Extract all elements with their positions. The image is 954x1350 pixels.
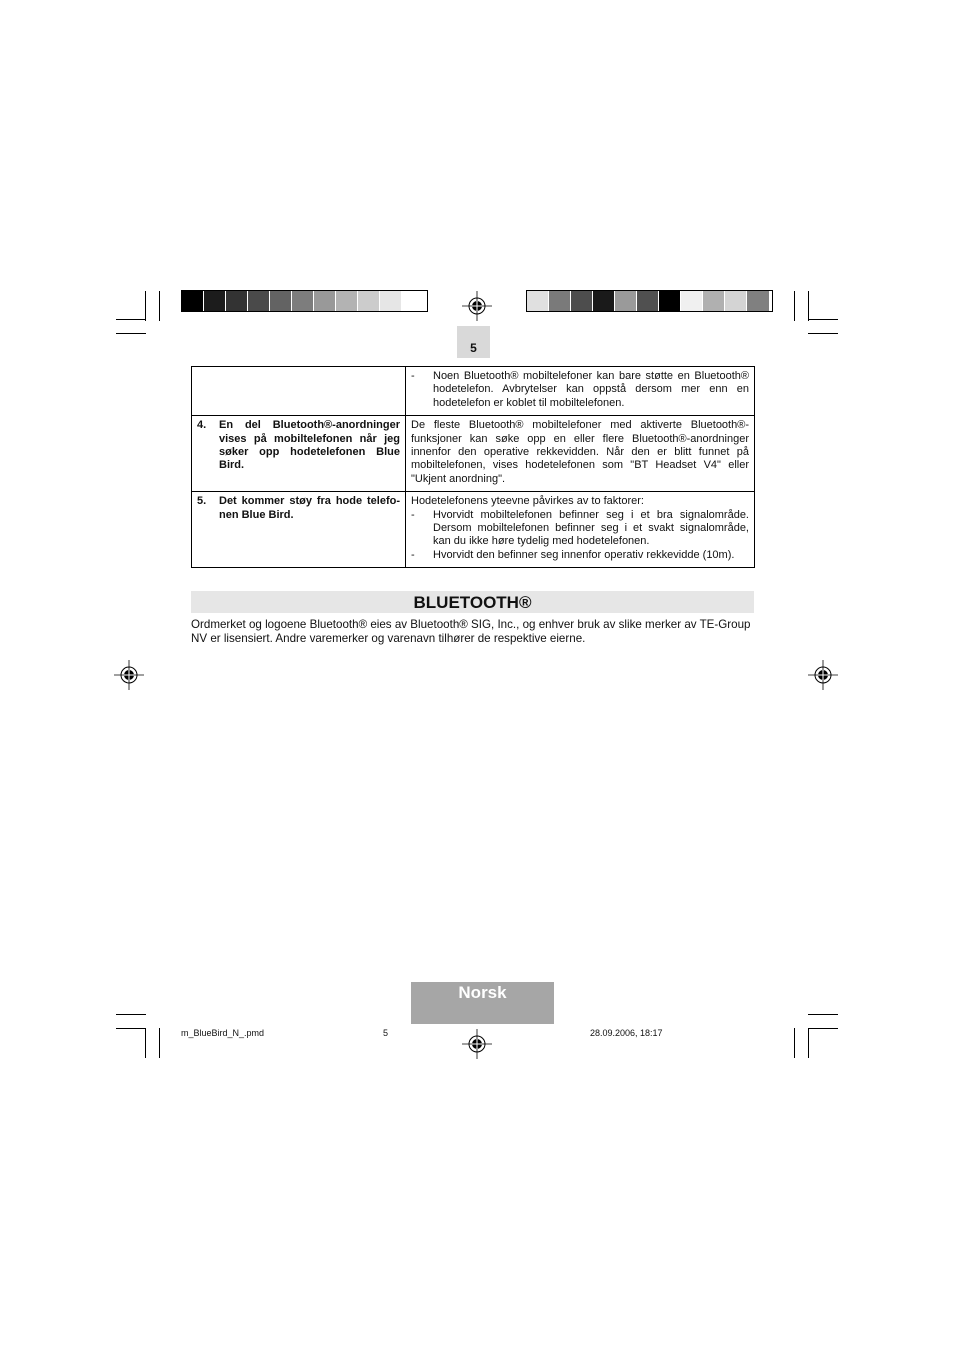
answer-cell <box>406 416 755 492</box>
color-swatch <box>549 291 571 311</box>
question-text: Det kommer støy fra hode telefo-nen Blue Bird. <box>219 495 400 521</box>
question-text: En del Bluetooth®-anordninger vises på mobiltelefonen når jeg søker opp hodetelefonen Blue Bird. <box>219 419 400 472</box>
crop-mark <box>808 319 838 320</box>
question-number: 4. <box>197 419 207 432</box>
color-swatch <box>637 291 659 311</box>
crop-mark <box>808 1028 838 1029</box>
crop-mark <box>159 291 160 321</box>
color-swatch <box>248 291 270 311</box>
crop-mark <box>794 1028 795 1058</box>
list-item <box>411 509 749 549</box>
crop-mark <box>116 319 146 320</box>
color-swatch <box>292 291 314 311</box>
crop-mark <box>116 1028 146 1029</box>
color-swatch <box>358 291 380 311</box>
crop-mark <box>145 1028 146 1058</box>
bullet-text: Hvorvidt mobiltelefonen befinner seg i et bra signalområde. Dersom mobiltelefonen befinner seg i et svakt signalområde, kan du ikke høre tydelig med hodetelefonen. <box>433 508 749 548</box>
color-swatch <box>703 291 725 311</box>
color-swatch <box>380 291 402 311</box>
question-cell <box>192 492 406 568</box>
crop-mark <box>116 333 146 334</box>
color-swatch <box>314 291 336 311</box>
color-swatch <box>615 291 637 311</box>
crop-mark <box>116 1014 146 1015</box>
bullet-text: Noen Bluetooth® mobiltelefoner kan bare støtte en Bluetooth® hodetelefon. Avbrytelser kan oppstå dersom mer enn en hodetelefon er koblet til mobiltelefonen. <box>433 370 749 409</box>
color-swatch <box>270 291 292 311</box>
answer-cell <box>406 492 755 568</box>
crop-mark <box>145 291 146 321</box>
color-swatch <box>593 291 615 311</box>
footer-filename: m_BlueBird_N_.pmd <box>181 1028 265 1038</box>
color-calibration-bar-right <box>526 290 773 312</box>
table-row <box>192 416 755 492</box>
footer-timestamp: 28.09.2006, 18:17 <box>590 1028 663 1038</box>
table-row <box>192 367 755 416</box>
table-row <box>192 492 755 568</box>
list-item <box>411 370 749 410</box>
crop-mark <box>808 291 809 321</box>
color-swatch <box>681 291 703 311</box>
troubleshooting-table <box>191 366 755 568</box>
answer-text: De fleste Bluetooth® mobiltelefoner med aktiverte Bluetooth®-funksjoner kan søke opp en eller flere Bluetooth®-anordninger innenfor den operative rekkevidden. Når den er blitt funnet på mobiltelefonen, vises hodetelefonen som "BT Headset V4" eller "Ukjent anordning". <box>411 419 749 485</box>
color-swatch <box>659 291 681 311</box>
crop-mark <box>808 1028 809 1058</box>
page-number: 5 <box>457 326 490 358</box>
bullet-dash: - <box>411 370 415 382</box>
question-cell <box>192 367 406 416</box>
registration-mark-icon <box>462 291 492 321</box>
color-swatch <box>747 291 769 311</box>
language-tab: Norsk <box>411 982 554 1024</box>
color-swatch <box>336 291 358 311</box>
crop-mark <box>794 291 795 321</box>
crop-mark <box>808 333 838 334</box>
footer-page: 5 <box>383 1028 389 1038</box>
registration-mark-icon <box>808 660 838 690</box>
color-swatch <box>571 291 593 311</box>
bullet-text: Hvorvidt den befinner seg innenfor operativ rekkevidde (10m). <box>433 548 735 561</box>
question-cell <box>192 416 406 492</box>
list-item <box>411 549 749 562</box>
registration-mark-icon <box>114 660 144 690</box>
section-heading: BLUETOOTH® <box>191 591 754 613</box>
answer-intro: Hodetelefonens yteevne påvirkes av to faktorer: <box>411 495 644 508</box>
bullet-dash: - <box>411 508 415 521</box>
question-number: 5. <box>197 495 207 508</box>
color-calibration-bar-left <box>181 290 428 312</box>
color-swatch <box>527 291 549 311</box>
color-swatch <box>204 291 226 311</box>
bullet-dash: - <box>411 548 415 561</box>
color-swatch <box>226 291 248 311</box>
color-swatch <box>182 291 204 311</box>
registration-mark-icon <box>462 1029 492 1059</box>
trademark-paragraph: Ordmerket og logoene Bluetooth® eies av Bluetooth® SIG, Inc., og enhver bruk av slike merker av TE-Group NV er lisensiert. Andre varemerker og varenavn tilhører de respektive eierne. <box>191 618 751 645</box>
crop-mark <box>808 1014 838 1015</box>
color-swatch <box>402 291 424 311</box>
answer-cell <box>406 367 755 416</box>
crop-mark <box>159 1028 160 1058</box>
color-swatch <box>725 291 747 311</box>
